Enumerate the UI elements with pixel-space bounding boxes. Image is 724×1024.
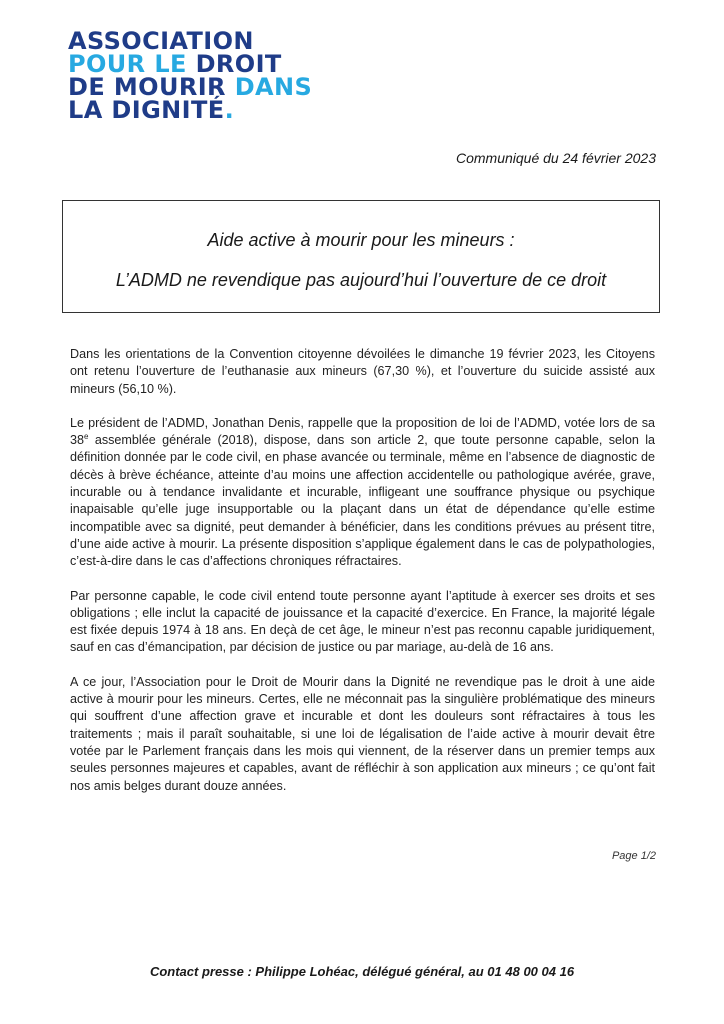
logo-line-1: ASSOCIATION xyxy=(68,27,254,55)
paragraph-2-b: assemblée générale (2018), dispose, dans son article 2, que toute personne capable, selon la définition donnée par le code civil, en phase avancée ou terminale, même en l’absence de diagnostic de décès à brève échéance, atteinte d’au moins une affection accidentelle ou pathologique avérée, grave, incurable ou à tendance invalidante et incurable, infligeant une souffrance physique ou psychique inapaisable qu’elle juge insupportable ou la plaçant dans un état de dépendance qu’elle estime incompatible avec sa dignité, peut demander à bénéficier, dans les conditions prévues au présent titre, d’une aide active à mourir. La présente disposition s’applique également dans le cas de polypathologies, c’est-à-dire dans le cas d’affections chroniques réfractaires. xyxy=(70,433,655,569)
logo-line-2-b: DROIT xyxy=(195,50,282,78)
logo-line-4 xyxy=(68,96,283,124)
title-line-2: L’ADMD ne revendique pas aujourd’hui l’ouverture de ce droit xyxy=(115,270,607,290)
paragraph-4: A ce jour, l’Association pour le Droit de Mourir dans la Dignité ne revendique pas le droit à une aide active à mourir pour les mineurs. Certes, elle ne méconnait pas la singulière problématique des mineurs qui souffrent d’une affection grave et incurable et dont les douleurs sont réfractaires à tous les traitements ; mais il paraît souhaitable, si une loi de légalisation de l’aide active à mourir devait être votée par le Parlement français dans les mois qui viennent, de la réserver dans un premier temps aux seules personnes majeures et capables, avant de réfléchir à son application aux mineurs ; ce qu’ont fait nos amis belges durant douze années. xyxy=(70,674,655,793)
logo-dot: . xyxy=(224,96,235,124)
title-line-1: Aide active à mourir pour les mineurs : xyxy=(207,230,515,250)
logo-line-3-b: DANS xyxy=(234,73,313,101)
association-logo xyxy=(68,27,313,124)
logo-line-2-a: POUR LE xyxy=(68,50,187,78)
paragraph-1: Dans les orientations de la Convention citoyenne dévoilées le dimanche 19 février 2023, les Citoyens ont retenu l’ouverture de l’euthanasie aux mineurs (67,30 %), et l’ouverture du suicide assisté aux mineurs (56,10 %). xyxy=(70,347,655,396)
page-number: Page 1/2 xyxy=(611,850,656,862)
logo-line-4-text xyxy=(68,96,235,124)
paragraph-2-sup: e xyxy=(84,432,89,441)
paragraph-2 xyxy=(70,415,655,571)
paragraph-2-a: Le président de l’ADMD, Jonathan Denis, rappelle que la proposition de loi de l’ADMD, votée lors de sa 38 xyxy=(70,415,655,448)
title-box xyxy=(62,200,660,313)
body-text xyxy=(70,346,655,812)
logo-line-4-words: LA DIGNITÉ xyxy=(68,96,225,124)
communique-date: Communiqué du 24 février 2023 xyxy=(455,150,656,166)
logo-line-3-a: DE MOURIR xyxy=(68,73,226,101)
paragraph-3: Par personne capable, le code civil entend toute personne ayant l’aptitude à exercer ses droits et ses obligations ; elle inclut la capacité de jouissance et la capacité d’exercice. En France, la majorité légale est fixée depuis 1974 à 18 ans. En deçà de cet âge, le mineur n’est pas reconnu capable juridiquement, sauf en cas d’émancipation, par décision de justice ou par mariage, au-delà de 16 ans. xyxy=(70,588,655,655)
press-contact: Contact presse : Philippe Lohéac, délégué général, au 01 48 00 04 16 xyxy=(149,964,575,979)
